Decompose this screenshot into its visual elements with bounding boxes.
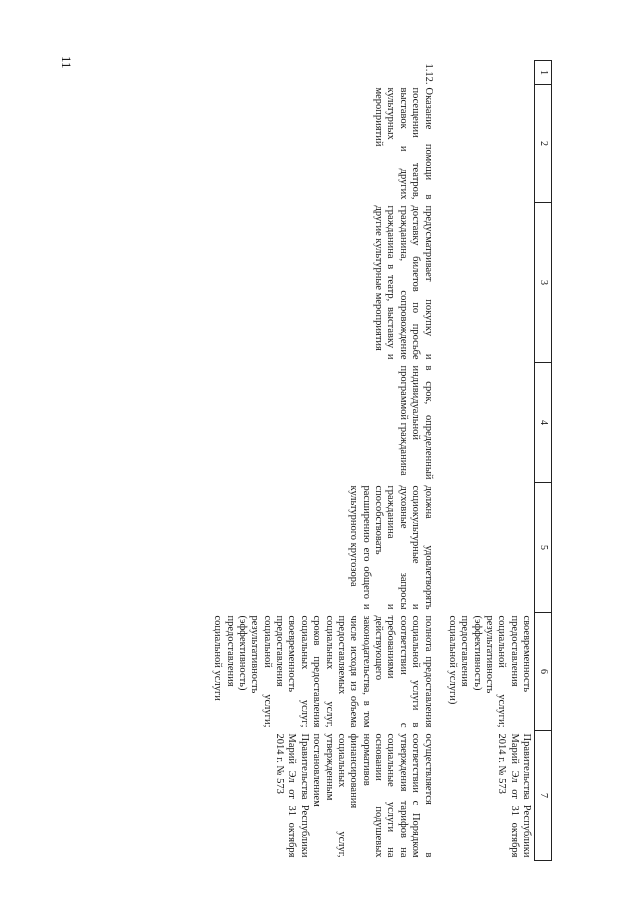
col-header-1: 1 — [535, 61, 552, 85]
services-table — [209, 60, 552, 861]
cell-service-name — [444, 85, 535, 203]
table-row — [209, 61, 444, 861]
cell-number — [444, 61, 535, 85]
cell-quality-indicators: своевременность предоставления социальной услуги; результативность (эффективность) предоставления социальной услуги) — [446, 615, 533, 728]
col-header-3: 3 — [535, 203, 552, 363]
cell-standard: должна удовлетворять социокультурные и духовные запросы гражданина и способствовать расширению его общего и культурного кругозора — [348, 485, 434, 610]
cell-standard — [444, 483, 535, 613]
cell-financing: осуществляется в соответствии с Порядком утверждения тарифов на социальные услуги на основании подушевых нормативов финансирования социальных услуг, утвержденным постановлением Правительства Республики Марий Эл от 31 октября 2014 г. № 573 — [274, 733, 434, 858]
header-row — [535, 61, 552, 861]
col-header-7: 7 — [535, 731, 552, 861]
cell-term — [444, 363, 535, 483]
page-number: 11 — [59, 56, 74, 69]
cell-service-name: Оказание помощи в посещении театров, выставок и других культурных мероприятий — [373, 87, 434, 200]
cell-financing: Правительства Республики Марий Эл от 31 октября 2014 г. № 573 — [496, 733, 533, 858]
table-row — [444, 61, 535, 861]
col-header-6: 6 — [535, 613, 552, 731]
cell-term: в срок, определенный индивидуальной программой гражданина — [397, 365, 434, 480]
cell-quality-indicators: полнота предоставления социальной услуги в соответствии с требованиями действующего законодательства, в том числе исходя из объема предоставляемых социальных услуг, сроков предоставления социальных услуг; своевременность предоставления социальной услуги; результативность (эффективность) предоставления социальной услуги — [212, 615, 434, 728]
cell-description: предусматривает покупку и доставку билетов по просьбе гражданина, сопровождение гражданина в театр, выставку и другие культурные мероприятия — [373, 205, 434, 360]
col-header-2: 2 — [535, 85, 552, 203]
cell-description — [444, 203, 535, 363]
cell-number: 1.12. — [422, 63, 434, 85]
col-header-5: 5 — [535, 483, 552, 613]
col-header-4: 4 — [535, 363, 552, 483]
